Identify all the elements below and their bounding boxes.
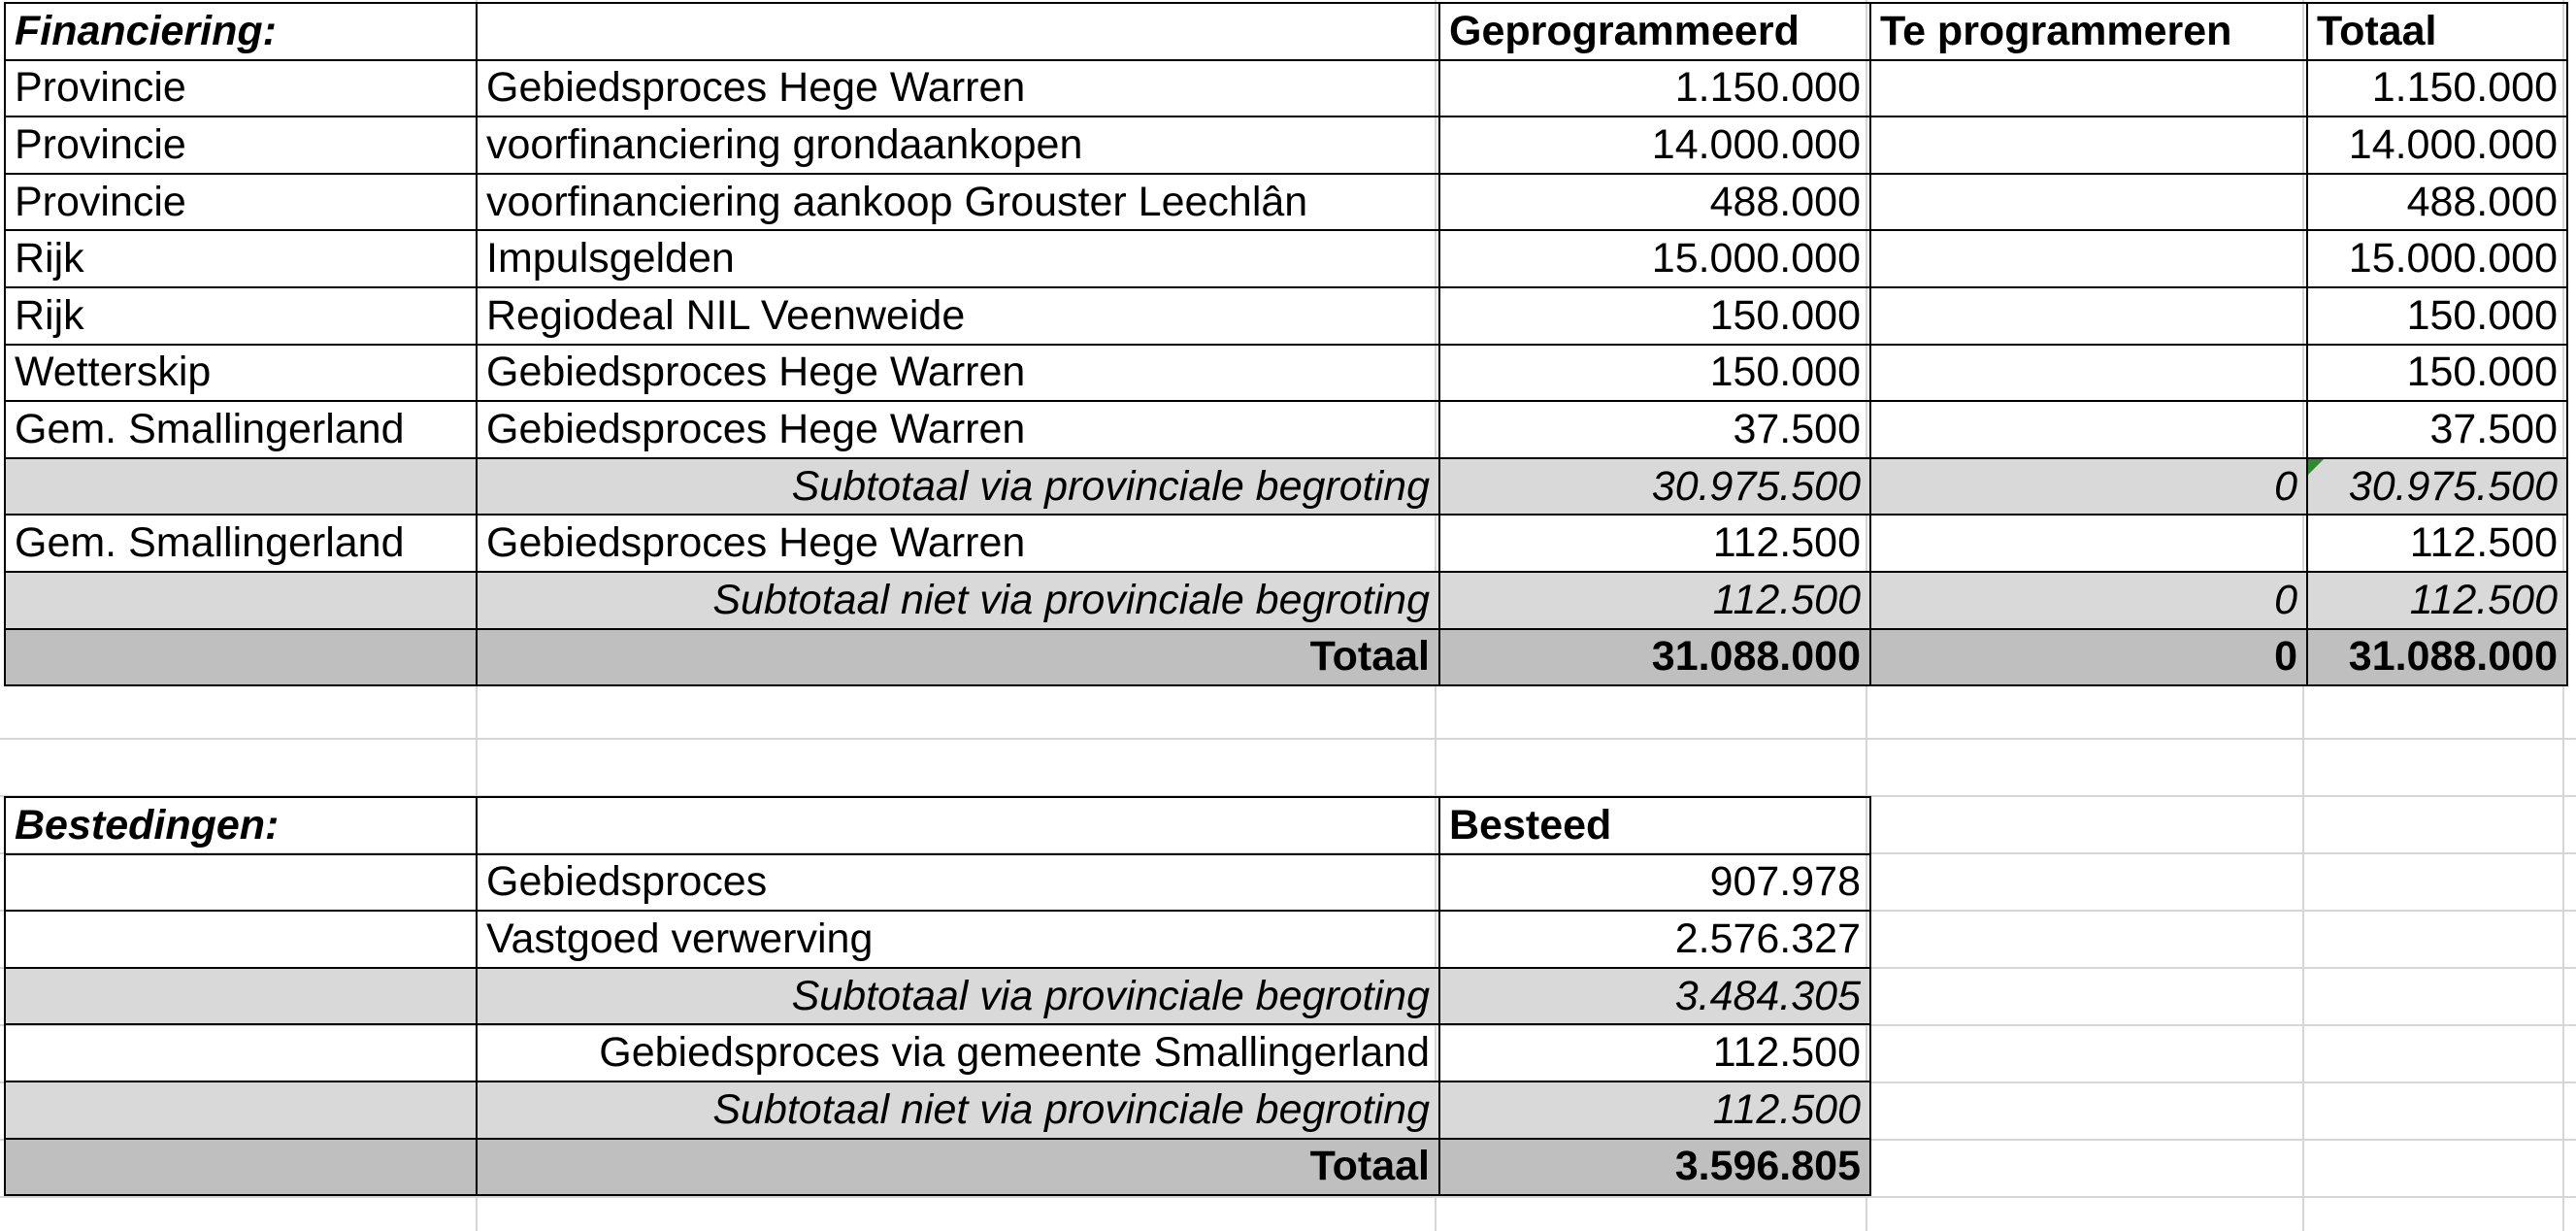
cell[interactable] (1870, 401, 2307, 458)
total-row (5, 629, 2567, 686)
cell[interactable]: 0 (1870, 572, 2307, 629)
total-label[interactable]: Totaal (477, 1139, 1439, 1196)
cell-financiering-title[interactable]: Financiering: (5, 3, 477, 60)
cell[interactable]: 112.500 (1439, 1024, 1870, 1081)
cell[interactable]: 31.088.000 (1439, 629, 1870, 686)
cell[interactable]: Wetterskip (5, 345, 477, 402)
cell[interactable]: 30.975.500 (1439, 458, 1870, 516)
header-row (5, 797, 1870, 854)
cell[interactable] (5, 1139, 477, 1196)
cell[interactable] (1870, 174, 2307, 231)
cell[interactable]: 14.000.000 (2307, 116, 2567, 174)
table-row (5, 345, 2567, 402)
table-row (5, 911, 1870, 968)
cell[interactable]: Rijk (5, 230, 477, 287)
cell[interactable]: Gebiedsproces Hege Warren (477, 60, 1439, 117)
cell[interactable] (5, 911, 477, 968)
total-row (5, 1139, 1870, 1196)
cell[interactable]: Gebiedsproces (477, 854, 1439, 912)
cell[interactable]: Gebiedsproces via gemeente Smallingerland (477, 1024, 1439, 1081)
cell[interactable]: 150.000 (1439, 287, 1870, 345)
cell[interactable] (5, 572, 477, 629)
cell[interactable]: 37.500 (1439, 401, 1870, 458)
gridline (0, 738, 2576, 740)
table-row (5, 401, 2567, 458)
cell[interactable] (5, 629, 477, 686)
cell[interactable]: 37.500 (2307, 401, 2567, 458)
cell[interactable]: Gebiedsproces Hege Warren (477, 401, 1439, 458)
cell-with-comment[interactable]: 30.975.500 (2307, 458, 2567, 516)
header-row (5, 3, 2567, 60)
table-row (5, 515, 2567, 572)
financiering-table (4, 2, 2568, 686)
cell[interactable]: 112.500 (1439, 572, 1870, 629)
cell-header-geprogrammeerd[interactable]: Geprogrammeerd (1439, 3, 1870, 60)
cell[interactable]: 3.596.805 (1439, 1139, 1870, 1196)
table-row (5, 60, 2567, 117)
cell[interactable]: 2.576.327 (1439, 911, 1870, 968)
cell[interactable]: 488.000 (1439, 174, 1870, 231)
subtotal-label[interactable]: Subtotaal niet via provinciale begroting (477, 572, 1439, 629)
cell[interactable]: Provincie (5, 116, 477, 174)
cell[interactable]: Provincie (5, 60, 477, 117)
cell[interactable]: Gebiedsproces Hege Warren (477, 345, 1439, 402)
cell[interactable]: Gem. Smallingerland (5, 401, 477, 458)
cell[interactable]: 488.000 (2307, 174, 2567, 231)
cell[interactable] (477, 797, 1439, 854)
cell[interactable]: 150.000 (1439, 345, 1870, 402)
cell[interactable]: voorfinanciering grondaankopen (477, 116, 1439, 174)
cell[interactable]: 112.500 (2307, 572, 2567, 629)
bestedingen-table (4, 796, 1871, 1196)
table-row (5, 116, 2567, 174)
gridline (0, 1196, 2576, 1198)
cell-bestedingen-title[interactable]: Bestedingen: (5, 797, 477, 854)
cell[interactable] (1870, 345, 2307, 402)
cell[interactable]: 112.500 (1439, 1081, 1870, 1139)
cell-header-totaal[interactable]: Totaal (2307, 3, 2567, 60)
cell[interactable] (5, 458, 477, 516)
subtotal-row (5, 458, 2567, 516)
cell[interactable]: 15.000.000 (1439, 230, 1870, 287)
total-label[interactable]: Totaal (477, 629, 1439, 686)
cell[interactable]: voorfinanciering aankoop Grouster Leechlân (477, 174, 1439, 231)
cell[interactable]: 31.088.000 (2307, 629, 2567, 686)
cell[interactable] (1870, 230, 2307, 287)
cell[interactable] (5, 1024, 477, 1081)
table-row (5, 174, 2567, 231)
cell[interactable] (5, 854, 477, 912)
table-row (5, 1024, 1870, 1081)
subtotal-label[interactable]: Subtotaal niet via provinciale begroting (477, 1081, 1439, 1139)
cell[interactable]: Gem. Smallingerland (5, 515, 477, 572)
cell[interactable]: 3.484.305 (1439, 968, 1870, 1025)
subtotal-row (5, 1081, 1870, 1139)
cell[interactable]: 907.978 (1439, 854, 1870, 912)
cell[interactable] (1870, 287, 2307, 345)
subtotal-label[interactable]: Subtotaal via provinciale begroting (477, 458, 1439, 516)
cell-header-te-programmeren[interactable]: Te programmeren (1870, 3, 2307, 60)
cell[interactable]: 112.500 (2307, 515, 2567, 572)
cell[interactable] (5, 968, 477, 1025)
cell[interactable]: Vastgoed verwerving (477, 911, 1439, 968)
table-row (5, 230, 2567, 287)
cell[interactable]: 0 (1870, 629, 2307, 686)
subtotal-label[interactable]: Subtotaal via provinciale begroting (477, 968, 1439, 1025)
cell[interactable] (1870, 60, 2307, 117)
cell[interactable]: 112.500 (1439, 515, 1870, 572)
table-row (5, 854, 1870, 912)
cell[interactable]: 150.000 (2307, 345, 2567, 402)
cell-header-besteed[interactable]: Besteed (1439, 797, 1870, 854)
cell[interactable]: Provincie (5, 174, 477, 231)
cell[interactable]: 150.000 (2307, 287, 2567, 345)
cell[interactable]: 15.000.000 (2307, 230, 2567, 287)
cell[interactable] (1870, 515, 2307, 572)
cell[interactable] (5, 1081, 477, 1139)
cell[interactable] (477, 3, 1439, 60)
subtotal-row (5, 572, 2567, 629)
cell[interactable]: 14.000.000 (1439, 116, 1870, 174)
cell[interactable]: Impulsgelden (477, 230, 1439, 287)
subtotal-row (5, 968, 1870, 1025)
cell[interactable] (1870, 116, 2307, 174)
cell[interactable]: Rijk (5, 287, 477, 345)
cell[interactable]: 1.150.000 (1439, 60, 1870, 117)
table-row (5, 287, 2567, 345)
cell[interactable]: Gebiedsproces Hege Warren (477, 515, 1439, 572)
cell[interactable]: 0 (1870, 458, 2307, 516)
cell[interactable]: 1.150.000 (2307, 60, 2567, 117)
cell[interactable]: Regiodeal NIL Veenweide (477, 287, 1439, 345)
